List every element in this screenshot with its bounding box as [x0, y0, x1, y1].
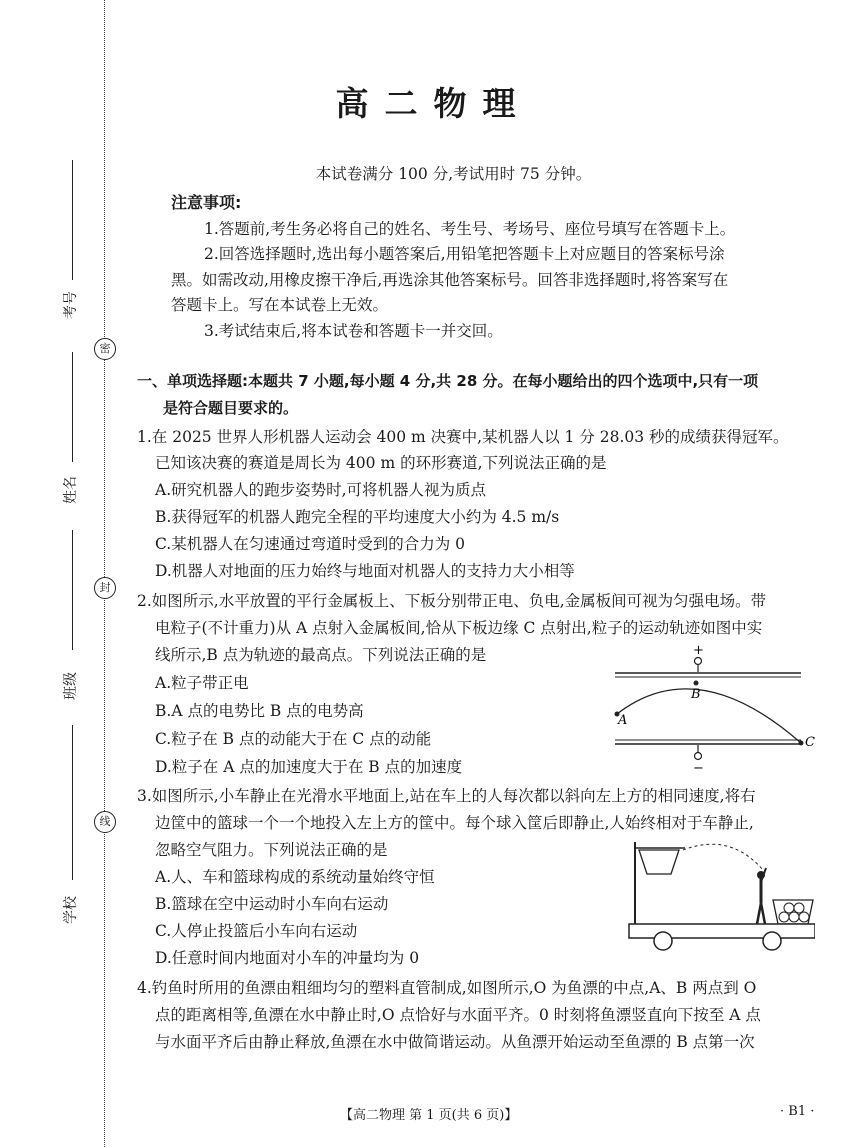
question-stem: 忽略空气阻力。下列说法正确的是 — [155, 841, 388, 859]
notice-item: 2.回答选择题时,选出每小题答案后,用铅笔把答题卡上对应题目的答案标号涂 — [204, 245, 725, 263]
seal-feng: 封 — [94, 577, 116, 599]
plus-sign: + — [693, 643, 704, 658]
question-stem: 点的距离相等,鱼漂在水中静止时,O 点恰好与水面平齐。0 时刻将鱼漂竖直向下按至 A 点 — [155, 1006, 761, 1024]
option-c: C.人停止投篮后小车向右运动 — [155, 922, 358, 940]
section-heading-cont: 是符合题目要求的。 — [163, 399, 299, 417]
option-b: B.篮球在空中运动时小车向右运动 — [155, 895, 389, 913]
notice-item: 答题卡上。写在本试卷上无效。 — [171, 296, 389, 314]
field-rule-name — [72, 352, 73, 462]
field-rule-school — [72, 725, 73, 880]
notice-heading: 注意事项: — [171, 193, 242, 212]
page-title: 高二物理 — [335, 84, 532, 123]
cart-wheel — [763, 932, 781, 950]
option-a: A.粒子带正电 — [155, 674, 249, 692]
question-stem: 边筐中的篮球一个一个地投入左上方的筐中。每个球入筐后即静止,人始终相对于车静止, — [155, 814, 754, 832]
label-exam-number: 考号 — [63, 291, 79, 319]
question-stem: 电粒子(不计重力)从 A 点射入金属板间,恰从下板边缘 C 点射出,粒子的运动轨迹如图中实 — [155, 619, 763, 637]
option-b: B.获得冠军的机器人跑完全程的平均速度大小约为 4.5 m/s — [155, 508, 560, 526]
label-school: 学校 — [63, 896, 79, 924]
label-class: 班级 — [63, 672, 79, 700]
notice-item: 黑。如需改动,用橡皮擦干净后,再选涂其他答案标号。回答非选择题时,将答案写在 — [171, 271, 729, 289]
seal-mi: 密 — [94, 338, 116, 360]
minus-sign: − — [693, 761, 704, 775]
seal-xian: 线 — [94, 811, 116, 833]
ball-trajectory — [683, 844, 763, 870]
cart-wheel — [654, 932, 672, 950]
exam-intro: 本试卷满分 100 分,考试用时 75 分钟。 — [315, 165, 592, 183]
section-heading: 一、单项选择题:本题共 7 小题,每小题 4 分,共 28 分。在每小题给出的四个选项中,只有一项 — [137, 372, 759, 390]
option-d: D.机器人对地面的压力始终与地面对机器人的支持力大小相等 — [155, 562, 575, 580]
particle-trajectory — [617, 689, 801, 743]
point-a-label: A — [618, 713, 628, 728]
question-stem: 4.钓鱼时所用的鱼漂由粗细均匀的塑料直管制成,如图所示,O 为鱼漂的中点,A、B 两点到 O — [137, 979, 757, 997]
question-stem: 已知该决赛的赛道是周长为 400 m 的环形赛道,下列说法正确的是 — [155, 454, 607, 472]
option-c: C.某机器人在匀速通过弯道时受到的合力为 0 — [155, 535, 466, 553]
page-code: · B1 · — [780, 1104, 815, 1119]
question-stem: 3.如图所示,小车静止在光滑水平地面上,站在车上的人每次都以斜向左上方的相同速度,将右 — [137, 787, 756, 805]
upper-left-basket — [639, 850, 679, 874]
person-icon — [757, 868, 766, 924]
option-d: D.粒子在 A 点的加速度大于在 B 点的加速度 — [155, 758, 463, 776]
point-b-label: B — [691, 687, 701, 702]
label-name: 姓名 — [63, 476, 79, 504]
option-d: D.任意时间内地面对小车的冲量均为 0 — [155, 949, 420, 967]
notice-item: 3.考试结束后,将本试卷和答题卡一并交回。 — [204, 322, 503, 340]
option-a: A.研究机器人的跑步姿势时,可将机器人视为质点 — [155, 481, 487, 499]
option-b: B.A 点的电势比 B 点的电势高 — [155, 702, 364, 720]
notice-item: 1.答题前,考生务必将自己的姓名、考生号、考场号、座位号填写在答题卡上。 — [204, 220, 736, 238]
page-footer: 【高二物理 第 1 页(共 6 页)】 — [340, 1108, 518, 1123]
question-stem: 2.如图所示,水平放置的平行金属板上、下板分别带正电、负电,金属板间可视为匀强电场。带 — [137, 592, 767, 610]
question-stem: 线所示,B 点为轨迹的最高点。下列说法正确的是 — [155, 646, 487, 664]
option-a: A.人、车和篮球构成的系统动量始终守恒 — [155, 868, 435, 886]
option-c: C.粒子在 B 点的动能大于在 C 点的动能 — [155, 730, 432, 748]
question-stem: 与水面平齐后由静止释放,鱼漂在水中做简谐运动。从鱼漂开始运动至鱼漂的 B 点第一次 — [155, 1033, 755, 1051]
parallel-plates-figure — [605, 640, 825, 775]
field-rule-class — [72, 530, 73, 650]
cart-figure — [625, 838, 815, 958]
question-stem: 1.在 2025 世界人形机器人运动会 400 m 决赛中,某机器人以 1 分 28.03 秒的成绩获得冠军。 — [137, 428, 789, 446]
point-c-label: C — [805, 735, 815, 750]
